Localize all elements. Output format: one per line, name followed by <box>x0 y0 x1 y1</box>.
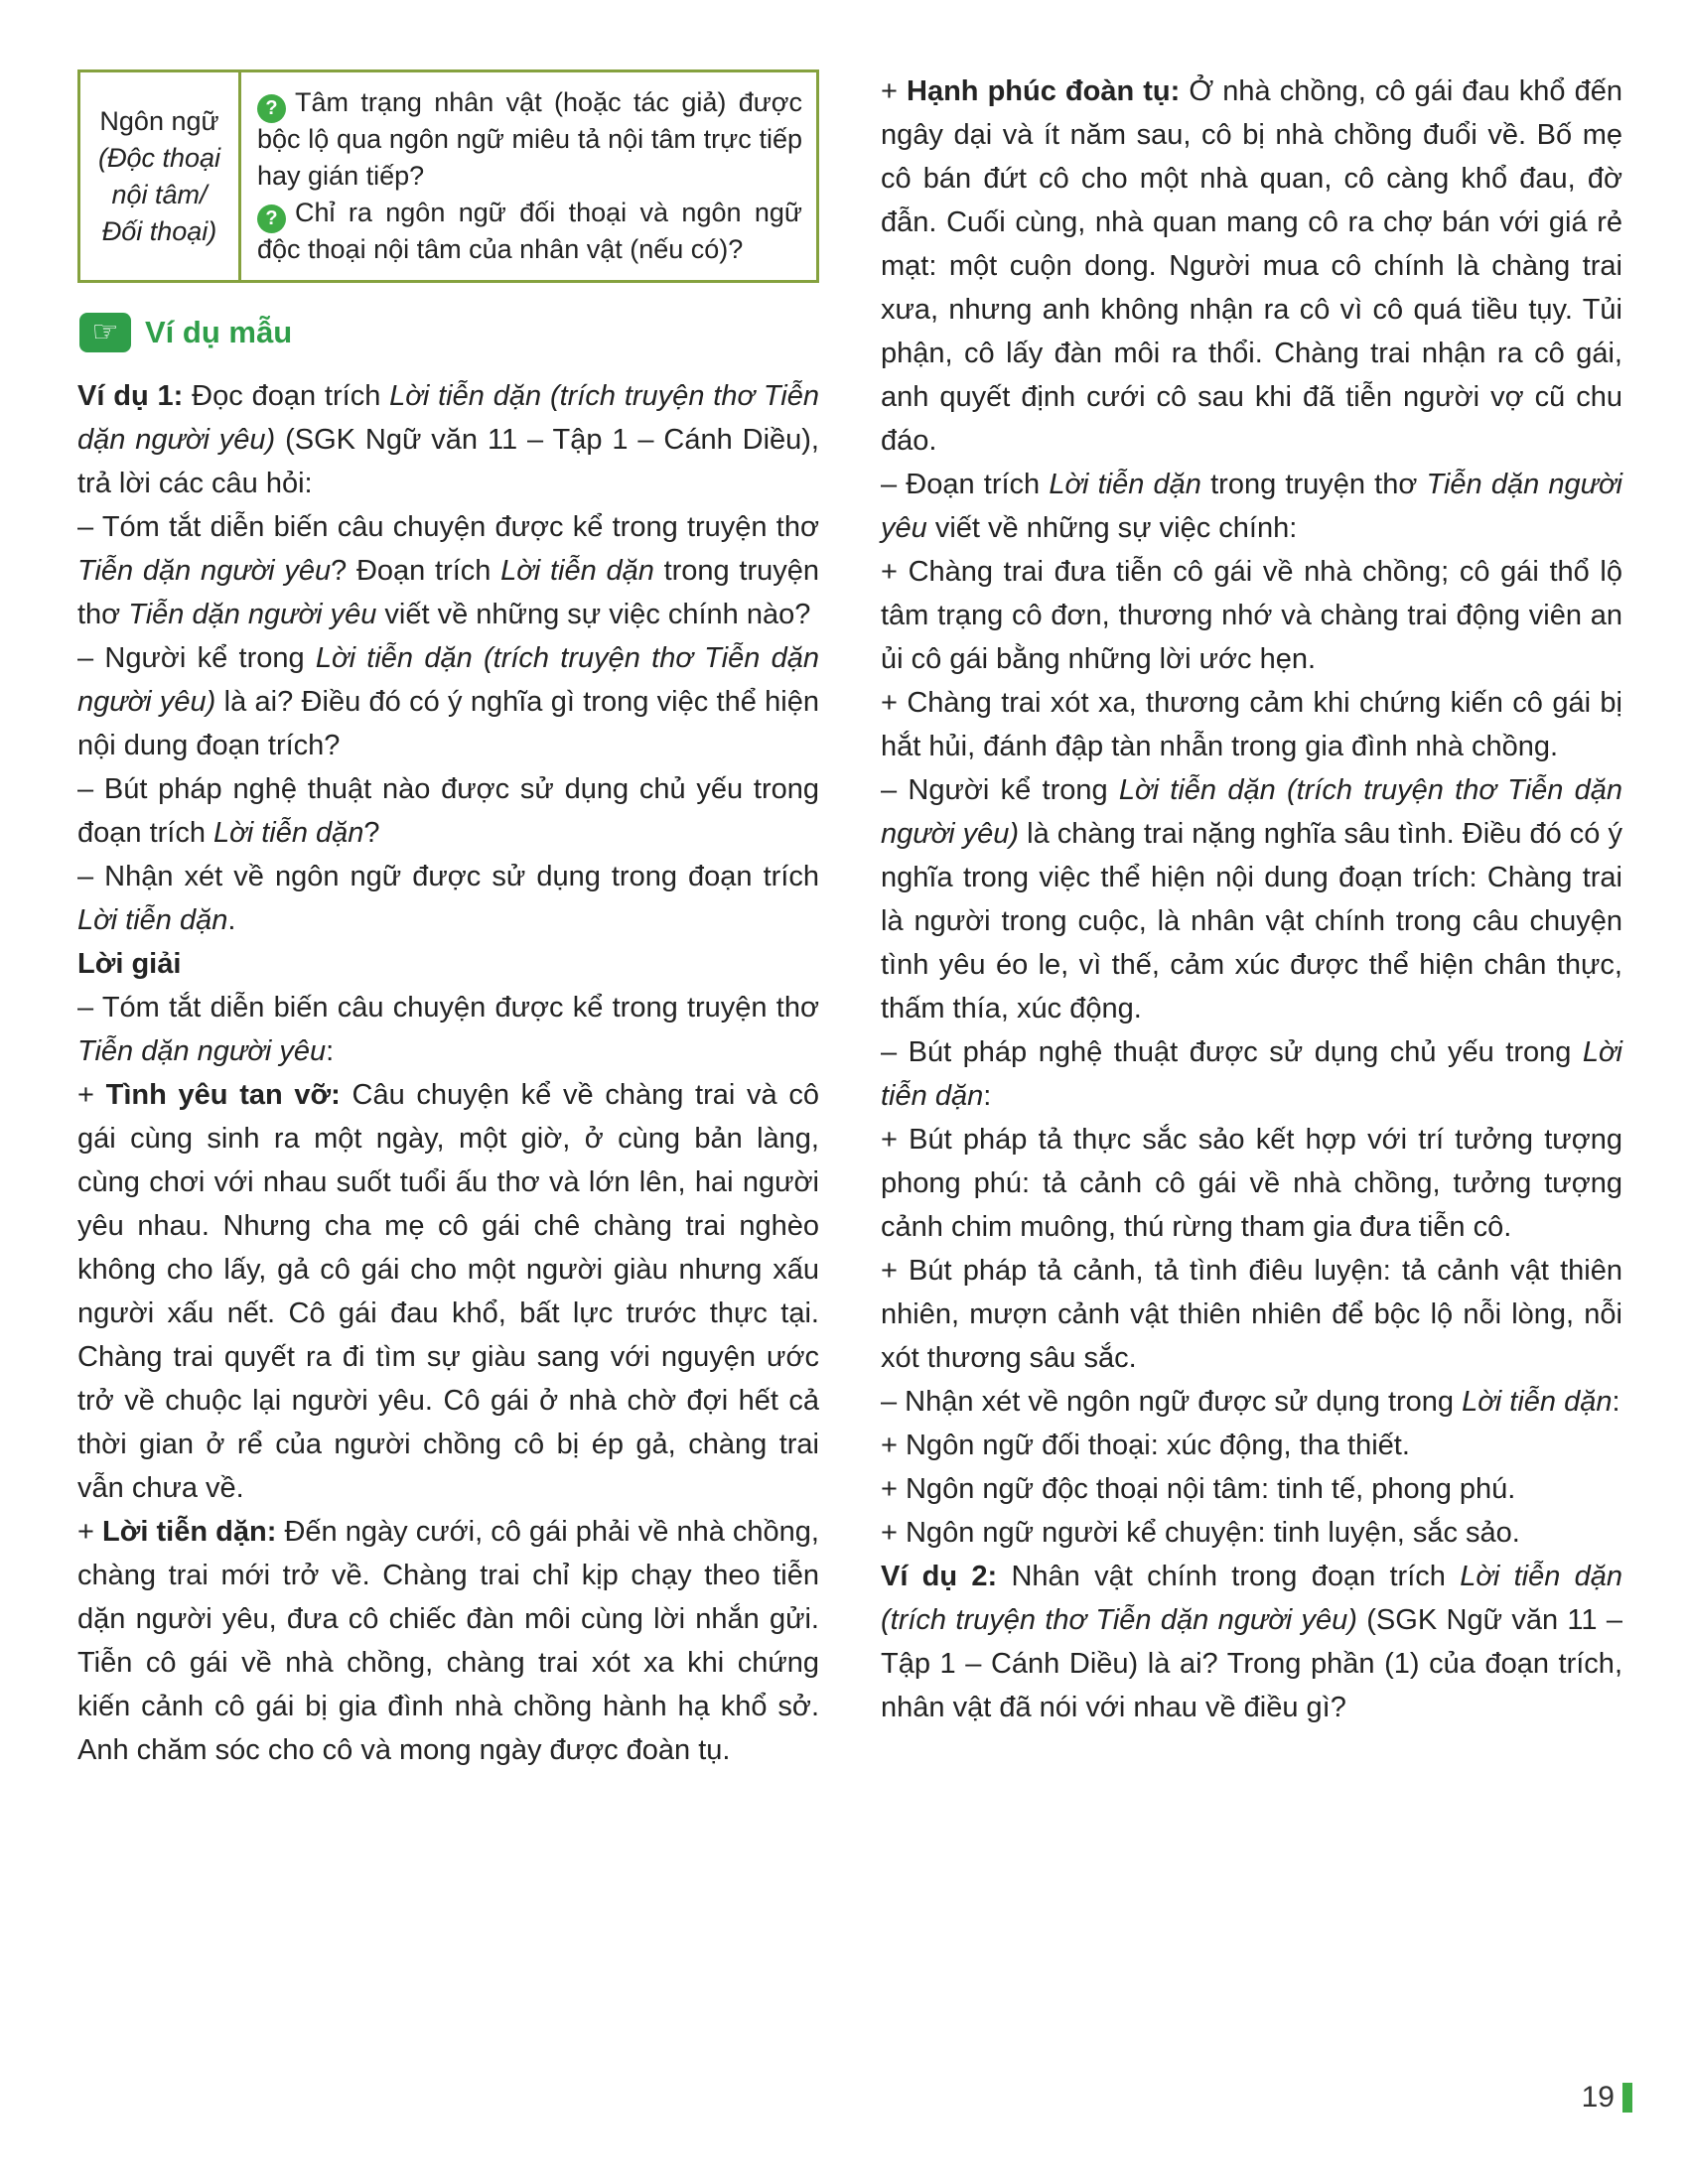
text-segment: Lời tiễn dặn (trích truyện thơ Tiễn dặn người yêu) <box>77 380 820 456</box>
text-segment: viết về những sự việc chính nào? <box>376 599 811 630</box>
question-summary <box>77 505 819 636</box>
text-segment: (SGK Ngữ văn 11 – Tập 1 – Cánh Diều), trả lời các câu hỏi: <box>77 424 819 499</box>
answer-event-2 <box>881 681 1622 768</box>
text-segment: + Ngôn ngữ độc thoại nội tâm: tinh tế, phong phú. <box>881 1473 1516 1505</box>
example-2-prompt <box>881 1555 1622 1729</box>
left-column <box>77 69 819 1772</box>
text-segment: + Chàng trai đưa tiễn cô gái về nhà chồng; cô gái thổ lộ tâm trạng cô đơn, thương nhớ và chàng trai động viên an ủi cô gái bằng những lời ước hẹn. <box>881 556 1622 675</box>
text-segment: – Người kể trong <box>881 774 1119 806</box>
right-column <box>881 69 1622 1772</box>
table-row-label <box>88 103 230 250</box>
text-segment: – Bút pháp nghệ thuật nào được sử dụng chủ yếu trong đoạn trích <box>77 773 819 849</box>
text-segment: – Đoạn trích <box>881 469 1050 500</box>
text-segment: là ai? Điều đó có ý nghĩa gì trong việc thể hiện nội dung đoạn trích? <box>77 686 819 761</box>
answer-part-love-broken <box>77 1073 819 1510</box>
question-mark-icon: ? <box>257 94 286 123</box>
text-segment: Lời tiễn dặn (trích truyện thơ Tiễn dặn người yêu) <box>881 774 1622 850</box>
answer-part-reunion <box>881 69 1622 463</box>
answer-technique-1 <box>881 1118 1622 1249</box>
text-segment: – Người kể trong <box>77 642 316 674</box>
text-segment: + Bút pháp tả thực sắc sảo kết hợp với trí tưởng tượng phong phú: tả cảnh cô gái về nhà chồng, tưởng tượng cảnh chim muông, thú rừng tham gia đưa tiễn cô. <box>881 1124 1622 1243</box>
answer-part-farewell <box>77 1510 819 1772</box>
text-segment: là chàng trai nặng nghĩa sâu tình. Điều đó có ý nghĩa trong việc thể hiện nội dung đoạn trích: Chàng trai là người trong cuộc, là nhân vật chính trong câu chuyện tình yêu éo le, vì thế, cảm xúc được thể hiện chân thực, thấm thía, xúc động. <box>881 818 1622 1024</box>
table-question <box>257 195 802 268</box>
text-segment: Tiễn dặn người yêu <box>128 599 377 630</box>
answer-language-1 <box>881 1424 1622 1467</box>
text-segment: Tình yêu tan vỡ: <box>105 1079 341 1111</box>
text-segment: Tiễn dặn người yêu <box>77 1035 327 1067</box>
question-text <box>257 87 802 191</box>
section-title: Ví dụ mẫu <box>145 315 293 349</box>
text-segment: Lời tiễn dặn (trích truyện thơ Tiễn dặn người yêu) <box>77 642 819 718</box>
pointing-hand-icon: ☞ <box>79 313 131 352</box>
text-segment: Tiễn dặn người yêu <box>77 555 332 587</box>
question-technique <box>77 767 819 855</box>
text-segment: + <box>77 1516 103 1548</box>
page-number: 19 <box>1581 2081 1615 2114</box>
text-segment: Lời tiễn dặn <box>1049 469 1201 500</box>
text-segment: – Tóm tắt diễn biến câu chuyện được kể trong truyện thơ <box>77 511 819 543</box>
text-segment: – Nhận xét về ngôn ngữ được sử dụng trong đoạn trích <box>77 861 819 892</box>
section-heading <box>79 311 819 354</box>
text-segment: + <box>881 75 908 107</box>
text-segment: (Độc thoại nội tâm/ Đối thoại) <box>97 142 221 246</box>
answer-event-1 <box>881 550 1622 681</box>
text-segment: ? Đoạn trích <box>331 555 501 587</box>
page-footer <box>1582 2081 1632 2115</box>
table-question <box>257 84 802 195</box>
text-segment: Đọc đoạn trích <box>192 380 390 412</box>
text-segment: Câu chuyện kể về chàng trai và cô gái cùng sinh ra một ngày, một giờ, ở cùng bản làng, cùng chơi với nhau suốt tuổi ấu thơ và lớn lên, hai người yêu nhau. Nhưng cha mẹ cô gái chê chàng trai nghèo không cho lấy, gả cô gái cho một người giàu nhưng xấu người xấu nết. Cô gái đau khổ, bất lực trước thực tại. Chàng trai quyết ra đi tìm sự giàu sang với nguyện ước trở về chuộc lại người yêu. Cô gái ở nhà chờ đợi hết cả thời gian ở rể của người chồng cô bị ép gả, chàng trai vẫn chưa về. <box>77 1079 819 1504</box>
left-column-text <box>77 374 819 1772</box>
text-segment: – Bút pháp nghệ thuật được sử dụng chủ yếu trong <box>881 1036 1583 1068</box>
text-segment: Ngôn ngữ <box>99 105 219 136</box>
text-segment: Ví dụ 2: <box>881 1561 1012 1592</box>
text-segment: (SGK Ngữ văn 11 – Tập 1 – Cánh Diều) là ai? Trong phần (1) của đoạn trích, nhân vật đã nói với nhau về điều gì? <box>881 1604 1622 1723</box>
answer-language-intro <box>881 1380 1622 1424</box>
question-mark-icon: ? <box>257 205 286 233</box>
text-segment: Lời tiễn dặn: <box>102 1516 277 1548</box>
text-segment: + Ngôn ngữ người kể chuyện: tinh luyện, sắc sảo. <box>881 1517 1520 1549</box>
answer-summary-intro <box>77 986 819 1073</box>
text-segment: trong truyện thơ <box>1200 469 1427 500</box>
text-segment: Nhân vật chính trong đoạn trích <box>1011 1561 1461 1592</box>
text-segment: Ở nhà chồng, cô gái đau khổ đến ngây dại và ít năm sau, cô bị nhà chồng đuổi về. Bố mẹ cô bán đứt cô cho một nhà quan, cô càng khổ đau, đờ đẫn. Cuối cùng, nhà quan mang cô ra chợ bán với giá rẻ mạt: một cuộn dong. Người mua cô chính là chàng trai xưa, nhưng anh không nhận ra cô vì cô quá tiều tụy. Tủi phận, cô lấy đàn môi ra thổi. Chàng trai nhận ra cô gái, anh quyết định cưới cô sau khi đã tiễn người vợ cũ chu đáo. <box>881 75 1623 457</box>
answer-main-events-intro <box>881 463 1622 550</box>
analysis-table <box>77 69 819 283</box>
text-segment: + Ngôn ngữ đối thoại: xúc động, tha thiết. <box>881 1430 1410 1461</box>
text-segment: Tiễn dặn người yêu <box>881 469 1622 544</box>
text-segment: : <box>983 1080 992 1112</box>
text-segment: Đến ngày cưới, cô gái phải về nhà chồng, chàng trai mới trở về. Chàng trai chỉ kịp chạy theo tiễn dặn người yêu, đưa cô chiếc đàn môi cùng lời nhắn gửi. Tiễn cô gái về nhà chồng, chàng trai xót xa khi chứng kiến cảnh cô gái bị gia đình nhà chồng hành hạ khổ sở. Anh chăm sóc cho cô và mong ngày được đoàn tụ. <box>77 1516 819 1766</box>
text-segment: Hạnh phúc đoàn tụ: <box>907 75 1181 107</box>
text-segment: Lời tiễn dặn <box>500 555 654 587</box>
text-segment: – Tóm tắt diễn biến câu chuyện được kể trong truyện thơ <box>77 992 819 1024</box>
text-segment: Lời giải <box>77 948 182 980</box>
page-number-bar <box>1622 2083 1632 2113</box>
text-segment: Lời tiễn dặn <box>881 1036 1622 1112</box>
text-segment: Lời tiễn dặn <box>1462 1386 1613 1418</box>
solution-heading <box>77 942 819 986</box>
table-questions-cell <box>241 72 816 280</box>
text-segment: + Bút pháp tả cảnh, tả tình điêu luyện: tả cảnh vật thiên nhiên, mượn cảnh vật thiên nhiên để bộc lộ nỗi lòng, nỗi xót thương sâu sắc. <box>881 1255 1622 1374</box>
text-segment: + Chàng trai xót xa, thương cảm khi chứng kiến cô gái bị hắt hủi, đánh đập tàn nhẫn trong gia đình nhà chồng. <box>881 687 1622 762</box>
example-1-prompt <box>77 374 819 505</box>
answer-language-3 <box>881 1511 1622 1555</box>
text-segment: + <box>77 1079 106 1111</box>
text-segment: Tâm trạng nhân vật (hoặc tác giả) được bộc lộ qua ngôn ngữ miêu tả nội tâm trực tiếp hay gián tiếp? <box>257 87 802 191</box>
right-column-text <box>881 69 1622 1729</box>
text-segment: Lời tiễn dặn <box>213 817 364 849</box>
text-segment: Ví dụ 1: <box>77 380 193 412</box>
content-columns <box>77 69 1622 1772</box>
answer-language-2 <box>881 1467 1622 1511</box>
text-segment: viết về những sự việc chính: <box>926 512 1298 544</box>
table-row-label-cell <box>80 72 241 280</box>
text-segment: . <box>227 904 236 936</box>
question-narrator <box>77 636 819 767</box>
answer-technique-intro <box>881 1030 1622 1118</box>
text-segment: Chỉ ra ngôn ngữ đối thoại và ngôn ngữ độc thoại nội tâm của nhân vật (nếu có)? <box>257 198 802 264</box>
question-text <box>257 198 802 264</box>
text-segment: : <box>326 1035 335 1067</box>
text-segment: trong truyện thơ <box>77 555 819 630</box>
text-segment: : <box>1612 1386 1620 1418</box>
text-segment: Lời tiễn dặn (trích truyện thơ Tiễn dặn người yêu) <box>881 1561 1623 1636</box>
text-segment: – Nhận xét về ngôn ngữ được sử dụng trong <box>881 1386 1463 1418</box>
text-segment: Lời tiễn dặn <box>77 904 228 936</box>
question-language <box>77 855 819 942</box>
text-segment: ? <box>363 817 380 849</box>
answer-narrator <box>881 768 1622 1030</box>
answer-technique-2 <box>881 1249 1622 1380</box>
